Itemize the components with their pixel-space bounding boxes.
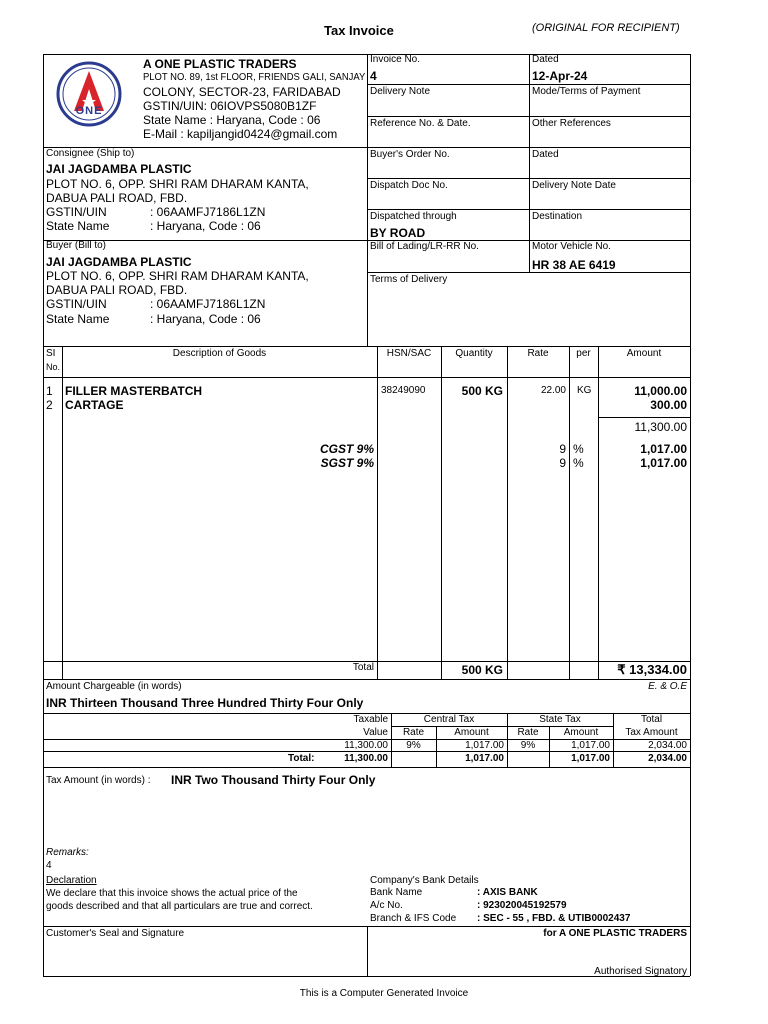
item-quantity: 500 KG [461, 384, 503, 398]
consignee-gstin: : 06AAMFJ7186L1ZN [150, 205, 266, 219]
total-tax-header: Total [640, 714, 663, 725]
seller-address-1: PLOT NO. 89, 1st FLOOR, FRIENDS GALI, SANJAY [143, 71, 366, 83]
motor-vehicle-value: HR 38 AE 6419 [532, 258, 616, 272]
buyer-label: Buyer (Bill to) [46, 240, 107, 251]
consignee-address-1: PLOT NO. 6, OPP. SHRI RAM DHARAM KANTA, [46, 177, 309, 191]
col-per: per [576, 348, 591, 359]
bank-name: : AXIS BANK [477, 887, 538, 898]
col-si: SI [46, 348, 56, 359]
bank-acc-label: A/c No. [370, 900, 403, 911]
mode-terms-label: Mode/Terms of Payment [532, 86, 641, 97]
central-rate-header: Rate [402, 727, 425, 738]
total-quantity: 500 KG [461, 663, 503, 677]
tax-rate: 9 [559, 442, 566, 456]
amount-words: INR Thirteen Thousand Three Hundred Thirty Four Only [46, 696, 364, 710]
col-hsn: HSN/SAC [386, 348, 432, 359]
item-rate: 22.00 [540, 385, 566, 396]
tax-total-label: Total: [288, 753, 315, 764]
total-label: Total [352, 662, 374, 673]
consignee-address-2: DABUA PALI ROAD, FBD. [46, 191, 188, 205]
row-central-amount: 1,017.00 [465, 740, 504, 751]
consignee-gstin-label: GSTIN/UIN [46, 205, 107, 219]
central-tax-header: Central Tax [423, 714, 475, 725]
delivery-note-label: Delivery Note [370, 86, 431, 97]
delivery-note-date-label: Delivery Note Date [532, 180, 616, 191]
item-hsn: 38249090 [381, 385, 426, 396]
authorised-signatory: Authorised Signatory [594, 966, 687, 977]
bank-acc: : 923020045192579 [477, 900, 567, 911]
customer-seal-label: Customer's Seal and Signature [46, 928, 185, 939]
copy-type: (ORIGINAL FOR RECIPIENT) [532, 22, 680, 34]
order-dated-label: Dated [532, 149, 559, 160]
tax-words: INR Two Thousand Thirty Four Only [171, 773, 376, 787]
row-central-rate: 9% [406, 740, 421, 751]
item-description: FILLER MASTERBATCH [65, 384, 203, 398]
subtotal: 11,300.00 [634, 420, 687, 434]
invoice-no-value: 4 [370, 69, 377, 83]
buyer-address-2: DABUA PALI ROAD, FBD. [46, 283, 188, 297]
state-tax-header: State Tax [539, 714, 581, 725]
row-state-rate: 9% [520, 740, 536, 751]
dispatched-through-label: Dispatched through [370, 211, 457, 222]
item-si: 2 [46, 398, 53, 412]
bank-ifs-label: Branch & IFS Code [370, 913, 457, 924]
remarks-label: Remarks: [46, 847, 89, 858]
tax-name: SGST 9% [320, 456, 374, 470]
consignee-name: JAI JAGDAMBA PLASTIC [46, 162, 192, 176]
bank-name-label: Bank Name [370, 887, 423, 898]
tax-per: % [573, 456, 584, 470]
tax-amount: 1,017.00 [640, 442, 687, 456]
other-references-label: Other References [532, 118, 611, 129]
seller-gstin: GSTIN/UIN: 06IOVPS5080B1ZF [143, 99, 317, 113]
seller-name: A ONE PLASTIC TRADERS [143, 57, 297, 71]
total-central-amount: 1,017.00 [465, 753, 504, 764]
declaration-label: Declaration [46, 875, 97, 886]
state-amount-header: Amount [563, 727, 599, 738]
taxable-header-2: Value [363, 727, 388, 738]
dated-value: 12-Apr-24 [532, 69, 588, 83]
buyer-state: : Haryana, Code : 06 [150, 312, 261, 326]
buyer-address-1: PLOT NO. 6, OPP. SHRI RAM DHARAM KANTA, [46, 269, 309, 283]
item-amount: 11,000.00 [634, 384, 687, 398]
total-state-amount: 1,017.00 [571, 753, 610, 764]
consignee-label: Consignee (Ship to) [46, 148, 135, 159]
central-amount-header: Amount [454, 727, 489, 738]
seller-state: State Name : Haryana, Code : 06 [143, 113, 321, 127]
declaration-line-2: goods described and that all particulars are true and correct. [46, 901, 313, 912]
bank-ifs: : SEC - 55 , FBD. & UTIB0002437 [477, 913, 631, 924]
dispatch-doc-label: Dispatch Doc No. [370, 180, 448, 191]
consignee-state: : Haryana, Code : 06 [150, 219, 261, 233]
reference-label: Reference No. & Date. [370, 118, 471, 129]
dated-label: Dated [532, 54, 559, 65]
tax-words-label: Tax Amount (in words) : [46, 775, 151, 786]
tax-per: % [573, 442, 584, 456]
buyer-name: JAI JAGDAMBA PLASTIC [46, 255, 192, 269]
consignee-state-label: State Name [46, 219, 110, 233]
col-rate: Rate [527, 348, 549, 359]
bill-of-lading-label: Bill of Lading/LR-RR No. [370, 241, 479, 252]
bank-details-label: Company's Bank Details [370, 875, 479, 886]
amount-words-label: Amount Chargeable (in words) [46, 681, 182, 692]
total-tax-header-2: Tax Amount [625, 727, 678, 738]
col-no: No. [46, 362, 61, 372]
buyers-order-label: Buyer's Order No. [370, 149, 450, 160]
total-tax-amount: 2,034.00 [648, 753, 687, 764]
tax-rate: 9 [559, 456, 566, 470]
seller-email: E-Mail : kapiljangid0424@gmail.com [143, 127, 338, 141]
declaration-line-1: We declare that this invoice shows the actual price of the [46, 888, 298, 899]
terms-delivery-label: Terms of Delivery [370, 274, 448, 285]
buyer-state-label: State Name [46, 312, 110, 326]
buyer-gstin-label: GSTIN/UIN [46, 297, 107, 311]
item-amount: 300.00 [650, 398, 687, 412]
eoe: E. & O.E [648, 681, 687, 692]
taxable-header: Taxable [353, 714, 388, 725]
logo-text: ONE [75, 105, 103, 117]
total-taxable: 11,300.00 [344, 753, 388, 764]
tax-amount: 1,017.00 [640, 456, 687, 470]
destination-label: Destination [532, 211, 583, 222]
row-total: 2,034.00 [648, 740, 687, 751]
item-description: CARTAGE [65, 398, 124, 412]
motor-vehicle-label: Motor Vehicle No. [532, 241, 611, 252]
buyer-gstin: : 06AAMFJ7186L1ZN [150, 297, 266, 311]
footer-note: This is a Computer Generated Invoice [299, 988, 469, 999]
remarks-value: 4 [46, 860, 52, 871]
row-state-amount: 1,017.00 [571, 740, 610, 751]
invoice-no-label: Invoice No. [370, 54, 421, 65]
total-amount: ₹ 13,334.00 [617, 662, 687, 677]
state-rate-header: Rate [517, 727, 539, 738]
page-title: Tax Invoice [324, 23, 394, 38]
seller-address-2: COLONY, SECTOR-23, FARIDABAD [143, 85, 341, 99]
item-si: 1 [46, 384, 53, 398]
company-logo [56, 61, 122, 127]
item-per: KG [577, 385, 592, 396]
tax-name: CGST 9% [319, 442, 374, 456]
dispatched-through-value: BY ROAD [370, 226, 426, 240]
col-amount: Amount [626, 348, 662, 359]
row-taxable: 11,300.00 [344, 740, 388, 751]
col-description: Description of Goods [172, 348, 267, 359]
col-quantity: Quantity [455, 348, 493, 359]
for-company: for A ONE PLASTIC TRADERS [543, 928, 687, 939]
